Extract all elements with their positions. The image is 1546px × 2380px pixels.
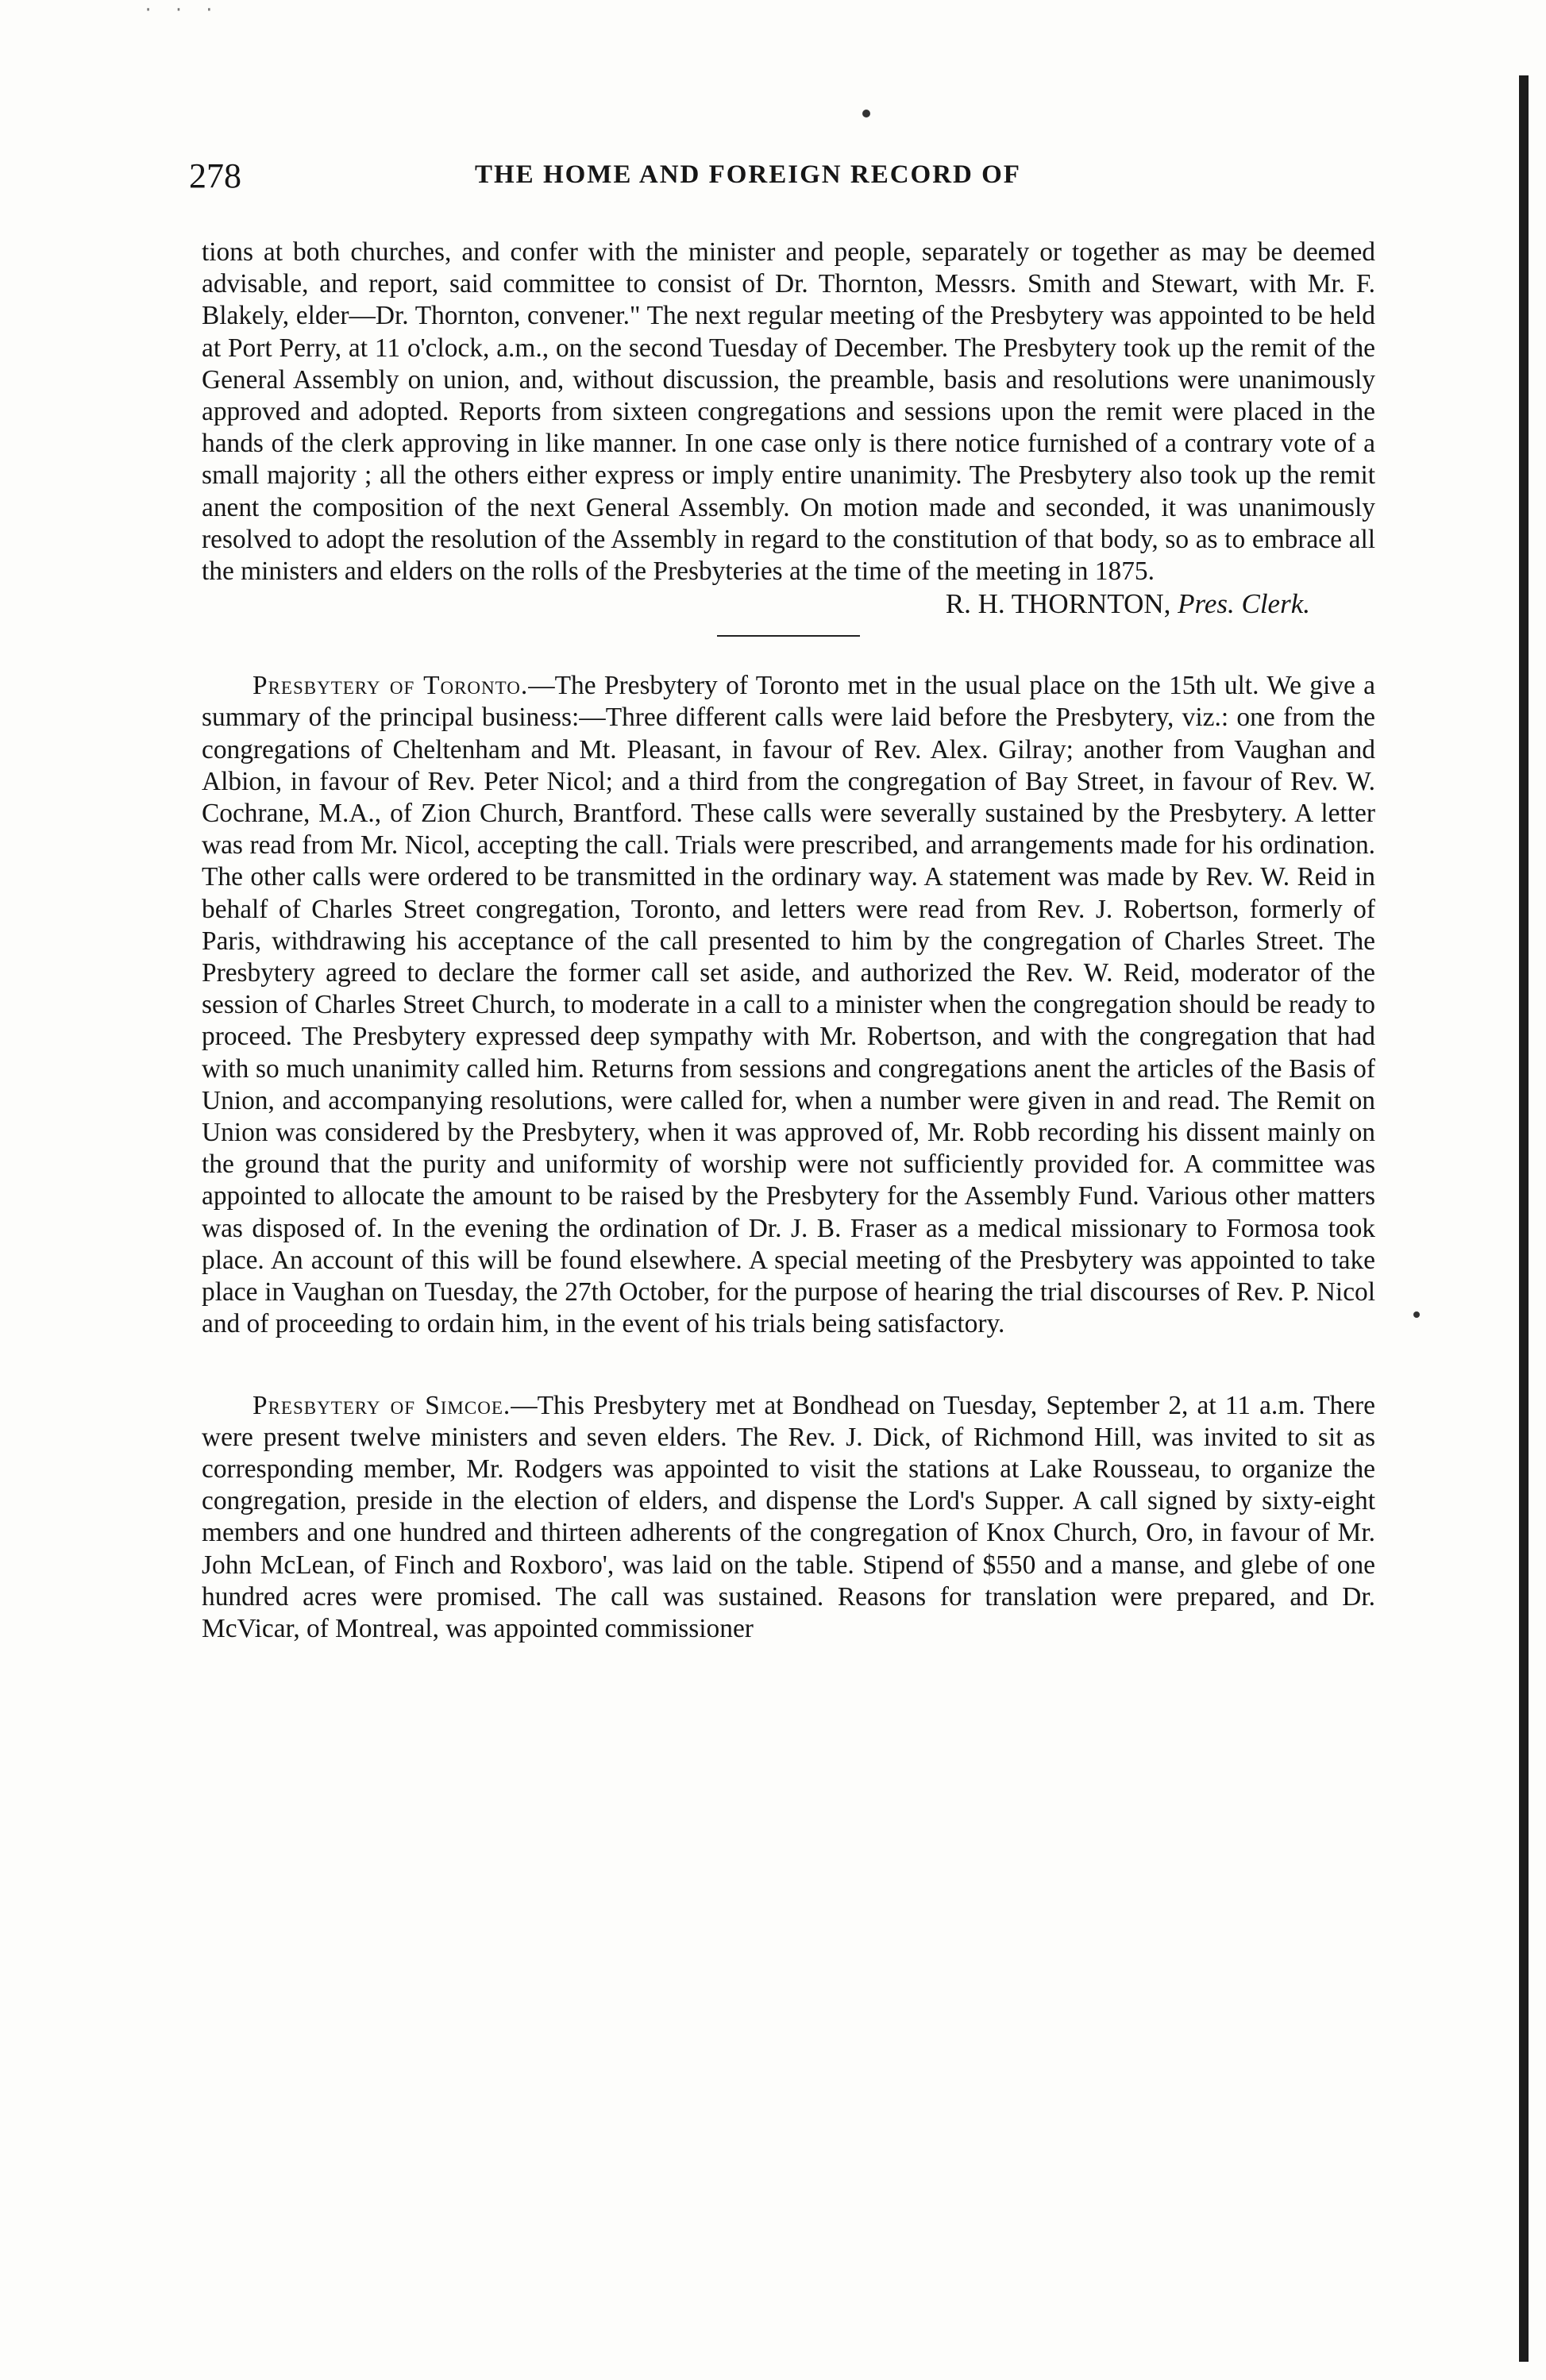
scan-speck (1413, 1311, 1420, 1318)
page-edge-shadow (1519, 75, 1529, 2362)
scan-speck (862, 110, 870, 117)
article-body (202, 237, 1375, 1645)
running-head: THE HOME AND FOREIGN RECORD OF (475, 160, 1021, 189)
continued-paragraph: tions at both churches, and confer with the minister and people, separately or together as may be deemed advisable, and report, said committee to consist of Dr. Thornton, Messrs. Smith and Stewart, with Mr. F. Blakely, elder—Dr. Thornton, convener." The next regular meeting of the Presbytery was appointed to be held at Port Perry, at 11 o'clock, a.m., on the second Tuesday of December. The Presbytery took up the remit of the General Assembly on union, and, without discussion, the preamble, basis and resolutions were unanimously approved and adopted. Reports from sixteen congregations and sessions upon the remit were placed in the hands of the clerk approving in like manner. In one case only is there notice furnished of a contrary vote of a small majority ; all the others either express or imply entire unanimity. The Presbytery also took up the remit anent the composition of the next General Assembly. On motion made and seconded, it was unanimously resolved to adopt the resolution of the Assembly in regard to the constitution of that body, so as to embrace all the ministers and elders on the rolls of the Presbyteries at the time of the meeting in 1875. (202, 237, 1375, 587)
page-number: 278 (189, 156, 241, 195)
section-gap (202, 1341, 1375, 1390)
simcoe-heading: Presbytery of Simcoe. (253, 1390, 511, 1420)
page-header (189, 156, 1372, 203)
signature (202, 587, 1310, 621)
scan-artifact-marks: · · · (143, 0, 220, 20)
signature-title: Pres. Clerk. (1178, 588, 1310, 620)
toronto-paragraph (202, 670, 1375, 1340)
simcoe-paragraph (202, 1390, 1375, 1646)
section-divider (717, 635, 860, 637)
signature-name: R. H. THORNTON, (945, 588, 1171, 620)
simcoe-text: —This Presbytery met at Bondhead on Tuesday, September 2, at 11 a.m. There were present twelve ministers and seven elders. The Rev. J. Dick, of Richmond Hill, was invited to sit as corresponding member, Mr. Rodgers was appointed to visit the stations at Lake Rousseau, to organize the congregation, preside in the election of elders, and dispense the Lord's Supper. A call signed by sixty-eight members and one hundred and thirteen adherents of the congregation of Knox Church, Oro, in favour of Mr. John McLean, of Finch and Roxboro', was laid on the table. Stipend of $550 and a manse, and glebe of one hundred acres were promised. The call was sustained. Reasons for translation were prepared, and Dr. McVicar, of Montreal, was appointed commissioner (202, 1390, 1375, 1643)
toronto-text: —The Presbytery of Toronto met in the usual place on the 15th ult. We give a summary of the principal business:—Three different calls were laid before the Presbytery, viz.: one from the congregations of Cheltenham and Mt. Pleasant, in favour of Rev. Alex. Gilray; another from Vaughan and Albion, in favour of Rev. Peter Nicol; and a third from the congregation of Bay Street, in favour of Rev. W. Cochrane, M.A., of Zion Church, Brantford. These calls were severally sustained by the Presbytery. A letter was read from Mr. Nicol, accepting the call. Trials were prescribed, and arrangements made for his ordination. The other calls were ordered to be transmitted in the ordinary way. A statement was made by Rev. W. Reid in behalf of Charles Street congregation, Toronto, and letters were read from Rev. J. Robertson, formerly of Paris, withdrawing his acceptance of the call presented to him by the congregation of Charles Street. The Presbytery agreed to declare the former call set aside, and authorized the Rev. W. Reid, moderator of the session of Charles Street Church, to moderate in a call to a minister when the congregation should be ready to proceed. The Presbytery expressed deep sympathy with Mr. Robertson, and with the congregation that had with so much unanimity called him. Returns from sessions and congregations anent the articles of the Basis of Union, and accompanying resolutions, were called for, when a number were given in and read. The Remit on Union was considered by the Presbytery, when it was approved of, Mr. Robb recording his dissent mainly on the ground that the purity and uniformity of worship were not sufficiently provided for. A committee was appointed to allocate the amount to be raised by the Presbytery for the Assembly Fund. Various other matters was disposed of. In the evening the ordination of Dr. J. B. Fraser as a medical missionary to Formosa took place. An account of this will be found elsewhere. A special meeting of the Presbytery was appointed to take place in Vaughan on Tuesday, the 27th October, for the purpose of hearing the trial discourses of Rev. P. Nicol and of proceeding to ordain him, in the event of his trials being satisfactory. (202, 671, 1375, 1339)
toronto-heading: Presbytery of Toronto. (253, 671, 529, 701)
